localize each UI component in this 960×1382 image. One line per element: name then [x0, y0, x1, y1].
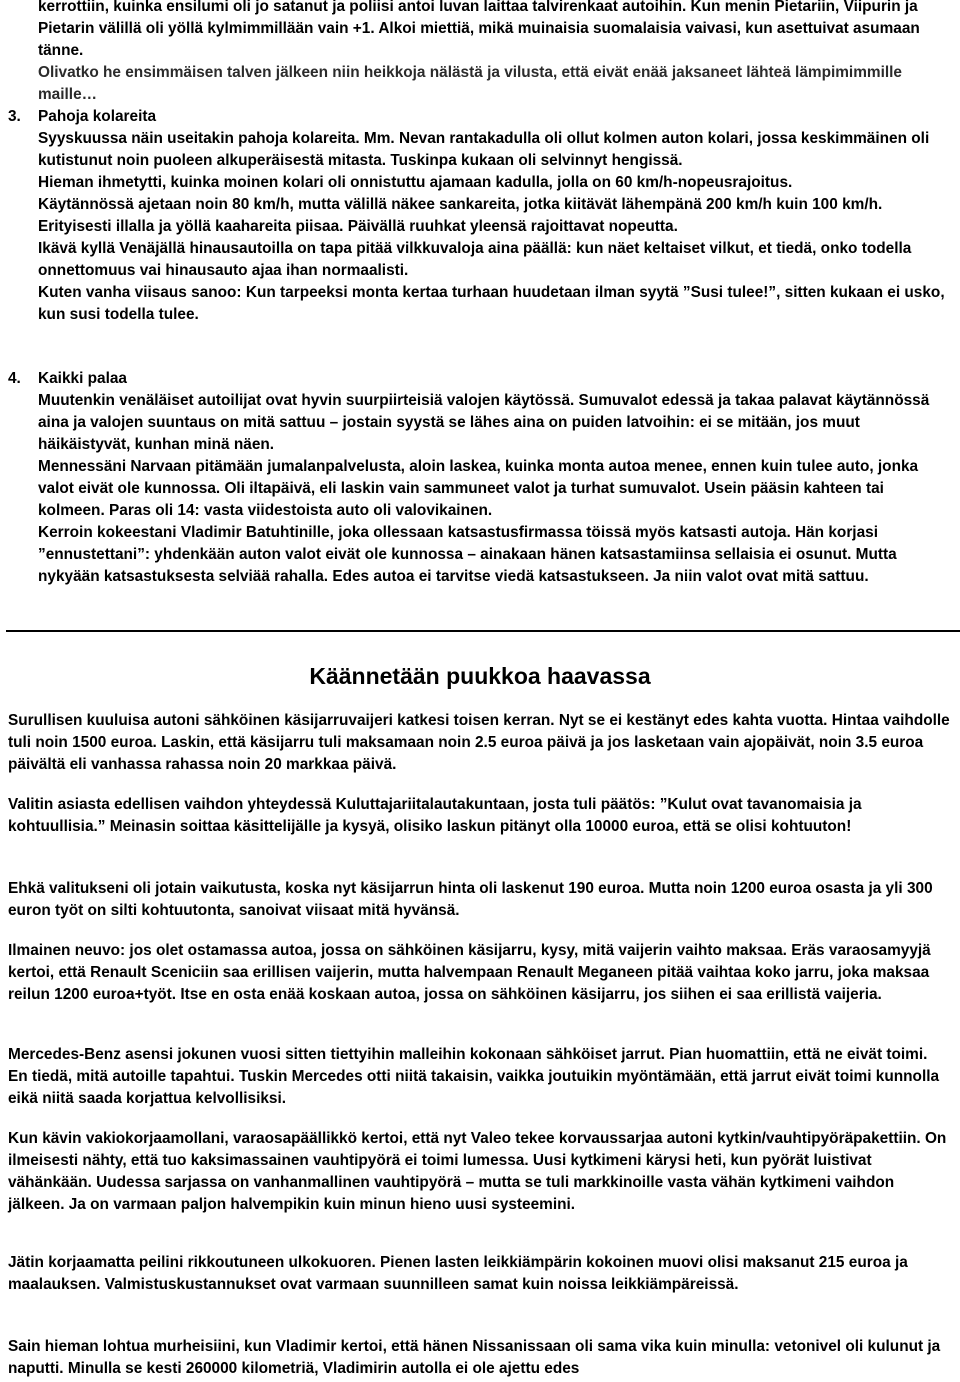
article-paragraph-3: Ehkä valitukseni oli jotain vaikutusta, koska nyt käsijarrun hinta oli laskenut 190 euroa. Mutta noin 1200 euroa osasta ja yli 300 euron työt on silti kohtuutonta, sanoivat viisaat mitä hyvänsä.: [8, 880, 933, 919]
article-paragraph-8: Sain hieman lohtua murheisiini, kun Vladimir kertoi, että hänen Nissanissaan oli sama vika kuin minulla: vetonivel oli kulunut ja naputti. Minulla se kesti 260000 kilometriä, Vladimirin autolla ei ole ajettu edes: [8, 1338, 941, 1377]
article-heading: Käännetään puukkoa haavassa: [309, 663, 651, 689]
section-3-title: Pahoja kolareita: [38, 108, 157, 125]
section-4-number: 4.: [8, 370, 21, 387]
section-3-number: 3.: [8, 108, 21, 125]
section-4-title: Kaikki palaa: [38, 370, 127, 387]
section-4: [8, 368, 950, 588]
section-3-paragraph-3: Käytännössä ajetaan noin 80 km/h, mutta välillä näkee sankareita, jotka kiitävät lähempänä 200 km/h kuin 100 km/h. Erityisesti illalla ja yöllä kaahareita piisaa. Päivällä ruuhkat yleensä rajoittavat nopeutta.: [38, 196, 883, 235]
article-paragraph-5: Mercedes-Benz asensi jokunen vuosi sitten tiettyihin malleihin kokonaan sähköiset jarrut. Pian huomattiin, että ne eivät toimi. En tiedä, mitä autoille tapahtui. Tuskin Mercedes otti niitä takaisin, vaikka joutuikin myöntämään, että jarrut eivät toimi kunnolla eikä niitä saada korjattua kelvollisiksi.: [8, 1046, 940, 1107]
intro-text-continuation: Olivatko he ensimmäisen talven jälkeen niin heikkoja nälästä ja vilusta, että eivät enää jaksaneet lähteä lämpimimmille maille…: [38, 64, 902, 103]
section-3-paragraph-5: Kuten vanha viisaus sanoo: Kun tarpeeksi monta kertaa turhaan huudetaan ilman syytä ”Susi tulee!”, sitten kukaan ei usko, kun susi todella tulee.: [38, 284, 945, 323]
horizontal-divider: [6, 630, 960, 632]
section-3: [8, 106, 950, 326]
section-3-paragraph-2: Hieman ihmetytti, kuinka moinen kolari oli onnistuttu ajamaan kadulla, jolla on 60 km/h-nopeusrajoitus.: [38, 174, 793, 191]
section-4-paragraph-1: Muutenkin venäläiset autoilijat ovat hyvin suurpiirteisiä valojen käytössä. Sumuvalot edessä ja takaa palavat käytännössä aina ja valojen suuntaus on mitä sattuu – jostain syystä se lähes aina on puiden latvoihin: ei se mitään, jos muut häikäistyvät, kunhan minä näen.: [38, 392, 930, 453]
article-paragraph-6: Kun kävin vakiokorjaamollani, varaosapäällikkö kertoi, että nyt Valeo tekee korvaussarjaa autoni kytkin/vauhtipyöräpakettiin. On ilmeisesti nähty, että tuo kaksimassainen vauhtipyörä ei toimi lumessa. Uusi kytkimeni kärysi heti, kun pyörät luistivat vähänkään. Uudessa sarjassa on vanhanmallinen vauhtipyörä – mutta se tuli markkinoille vasta vähän kytkimeni vaihdon jälkeen. Ja on varmaan paljon halvempikin kuin minun hieno uusi systeemini.: [8, 1130, 947, 1213]
intro-text: kerrottiin, kuinka ensilumi oli jo satanut ja poliisi antoi luvan laittaa talvirenkaat autoihin. Kun menin Pietariin, Viipurin ja Pietarin välillä oli yöllä kylmimmillään vain +1. Alkoi miettiä, mikä muinaisia suomalaisia vaivasi, kun asettuivat asumaan tänne.: [38, 0, 920, 59]
section-3-paragraph-4: Ikävä kyllä Venäjällä hinausautoilla on tapa pitää vilkkuvaloja aina päällä: kun näet keltaiset vilkut, et tiedä, onko todella onnettomuus vai hinausauto ajaa ihan normaalisti.: [38, 240, 912, 279]
section-4-paragraph-2: Mennessäni Narvaan pitämään jumalanpalvelusta, aloin laskea, kuinka monta autoa menee, ennen kuin tulee auto, jonka valot eivät ole kunnossa. Oli iltapäivä, eli laskin vain sammuneet valot ja turhat sumuvalot. Usein pääsin kahteen tai kolmeen. Paras oli 14: vasta viidestoista auto oli valovikainen.: [38, 458, 919, 519]
section-4-body: [38, 368, 950, 588]
section-3-paragraph-1: Syyskuussa näin useitakin pahoja kolareita. Mm. Nevan rantakadulla oli ollut kolmen auton kolari, jossa keskimmäinen oli kutistunut noin puoleen alkuperäisestä mitasta. Tuskinpa kukaan oli selvinnyt hengissä.: [38, 130, 930, 169]
article-paragraph-7: Jätin korjaamatta peilini rikkoutuneen ulkokuoren. Pienen lasten leikkiämpärin kokoinen muovi olisi maksanut 215 euroa ja maalauksen. Valmistuskustannukset ovat varmaan suunnilleen samat kuin noissa leikkiämpäreissä.: [8, 1254, 908, 1293]
section-4-paragraph-3: Kerroin kokeestani Vladimir Batuhtinille, joka ollessaan katsastusfirmassa töissä myös katsasti autoja. Hän korjasi ”ennustettani”: yhdenkään auton valot eivät ole kunnossa – ainakaan hänen katsastamiinsa sellaisia ei osunut. Mutta nykyään katsastuksesta selviää rahalla. Edes autoa ei tarvitse viedä katsastukseen. Ja niin valot ovat mitä sattuu.: [38, 524, 897, 585]
section-3-body: [38, 106, 950, 326]
intro-paragraph: [38, 0, 950, 106]
article-paragraph-2: Valitin asiasta edellisen vaihdon yhteydessä Kuluttajariitalautakuntaan, josta tuli päätös: ”Kulut ovat tavanomaisia ja kohtuullisia.” Meinasin soittaa käsittelijälle ja kysyä, olisiko laskun pitänyt olla 10000 euroa, että se olisi kohtuuton!: [8, 796, 862, 835]
article-paragraph-4: Ilmainen neuvo: jos olet ostamassa autoa, jossa on sähköinen käsijarru, kysy, mitä vaijerin vaihto maksaa. Eräs varaosamyyjä kertoi, että Renault Sceniciin saa erillisen vaijerin, mutta halvempaan Renault Meganeen pitää vaihtaa koko jarru, joka maksaa reilun 1200 euroa+työt. Itse en osta enää koskaan autoa, jossa on sähköinen käsijarru, jos siihen ei saa erillistä vaijeria.: [8, 942, 931, 1003]
article-paragraph-1: Surullisen kuuluisa autoni sähköinen käsijarruvaijeri katkesi toisen kerran. Nyt se ei kestänyt edes kahta vuotta. Hintaa vaihdolle tuli noin 1500 euroa. Laskin, että käsijarru tuli maksamaan noin 2.5 euroa päivä ja jos lasketaan vain ajopäivät, noin 3.5 euroa päivältä eli vanhassa rahassa noin 20 markkaa päivä.: [8, 712, 950, 773]
